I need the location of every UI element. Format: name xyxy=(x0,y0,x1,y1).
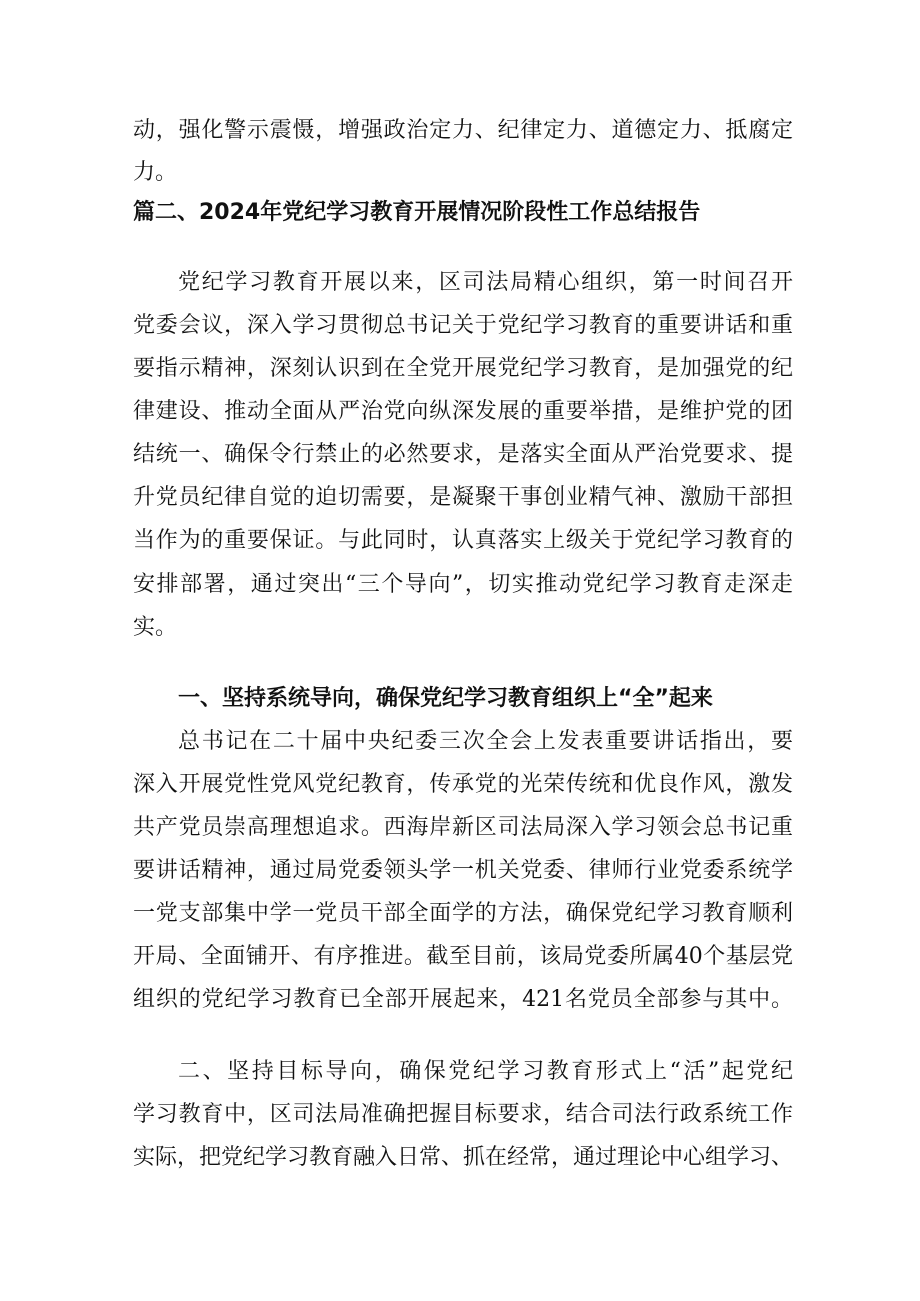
paragraph1-line-4: 律建设、推动全面从严治党向纵深发展的重要举措，是维护党的团 xyxy=(133,399,793,424)
paragraph1-line-9: 实。 xyxy=(133,615,178,640)
paragraph1-line-3: 要指示精神，深刻认识到在全党开展党纪学习教育，是加强党的纪 xyxy=(133,356,793,381)
paragraph2-line-1: 总书记在二十届中央纪委三次全会上发表重要讲话指出，要 xyxy=(178,729,793,754)
paragraph3-line-2: 学习教育中，区司法局准确把握目标要求，结合司法行政系统工作 xyxy=(133,1102,793,1127)
paragraph2-line-2: 深入开展党性党风党纪教育，传承党的光荣传统和优良作风，激发 xyxy=(133,772,793,797)
paragraph1-line-6: 升党员纪律自觉的迫切需要，是凝聚干事创业精气神、激励干部担 xyxy=(133,485,793,510)
paragraph1-line-7: 当作为的重要保证。与此同时，认真落实上级关于党纪学习教育的 xyxy=(133,528,793,553)
paragraph3-line-1: 二、坚持目标导向，确保党纪学习教育形式上“活”起党纪 xyxy=(178,1059,793,1084)
paragraph2-line-4: 要讲话精神，通过局党委领头学一机关党委、律师行业党委系统学 xyxy=(133,858,793,883)
article-title: 篇二、2024年党纪学习教育开展情况阶段性工作总结报告 xyxy=(133,200,701,225)
paragraph2-line-3: 共产党员崇高理想追求。西海岸新区司法局深入学习领会总书记重 xyxy=(133,815,793,840)
paragraph1-line-1: 党纪学习教育开展以来，区司法局精心组织，第一时间召开 xyxy=(178,270,793,295)
section1-title: 一、坚持系统导向，确保党纪学习教育组织上“全”起来 xyxy=(178,686,713,711)
paragraph1-line-2: 党委会议，深入学习贯彻总书记关于党纪学习教育的重要讲话和重 xyxy=(133,313,793,338)
paragraph2-line-6: 开局、全面铺开、有序推进。截至目前，该局党委所属40个基层党 xyxy=(133,944,793,969)
intro-line-2: 力。 xyxy=(133,160,178,185)
paragraph1-line-8: 安排部署，通过突出“三个导向”，切实推动党纪学习教育走深走 xyxy=(133,572,793,597)
paragraph2-line-5: 一党支部集中学一党员干部全面学的方法，确保党纪学习教育顺利 xyxy=(133,901,793,926)
paragraph3-line-3: 实际，把党纪学习教育融入日常、抓在经常，通过理论中心组学习、 xyxy=(133,1145,793,1170)
intro-line-1: 动，强化警示震慑，增强政治定力、纪律定力、道德定力、抵腐定 xyxy=(133,118,793,143)
paragraph2-line-7: 组织的党纪学习教育已全部开展起来，421名党员全部参与其中。 xyxy=(133,987,793,1012)
paragraph1-line-5: 结统一、确保令行禁止的必然要求，是落实全面从严治党要求、提 xyxy=(133,442,793,467)
